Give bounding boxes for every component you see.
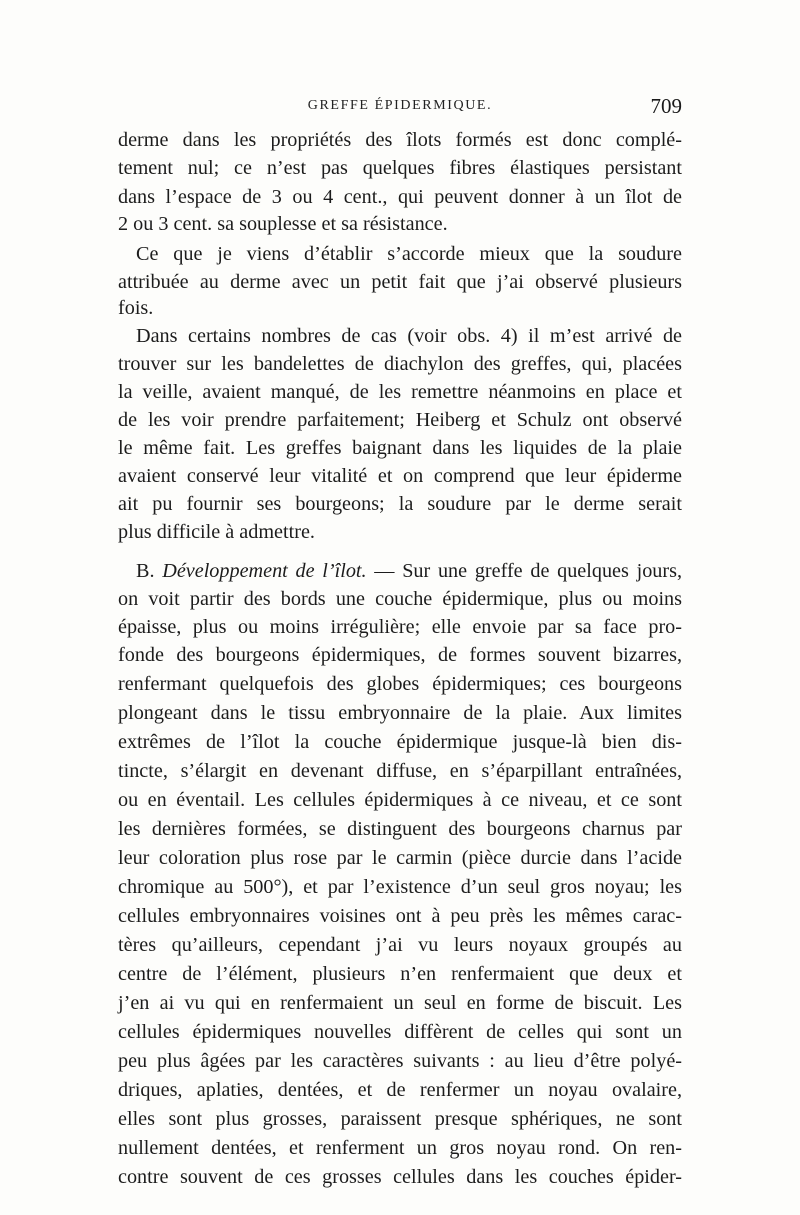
text-line: épaisse, plus ou moins irrégulière; elle envoie par sa face pro- (118, 616, 682, 638)
text-line: peu plus âgées par les caractères suivants : au lieu d’être polyé- (118, 1050, 682, 1072)
text-line: trouver sur les bandelettes de diachylon des greffes, qui, placées (118, 353, 682, 375)
text-line: plongeant dans le tissu embryonnaire de la plaie. Aux limites (118, 702, 682, 724)
text-line: extrêmes de l’îlot la couche épidermique jusque-là bien dis- (118, 731, 682, 753)
section-first-line: — Sur une greffe de quelques jours, (374, 560, 683, 582)
text-line: contre souvent de ces grosses cellules dans les couches épider- (118, 1166, 682, 1188)
text-line: cellules épidermiques nouvelles diffèrent de celles qui sont un (118, 1021, 682, 1043)
text-line: cellules embryonnaires voisines ont à peu près les mêmes carac- (118, 905, 682, 927)
running-title: GREFFE ÉPIDERMIQUE. (307, 98, 493, 113)
text-line: chromique au 500°), et par l’existence d’un seul gros noyau; les (118, 876, 682, 898)
text-line: plus difficile à admettre. (118, 521, 315, 543)
section-label: B. (136, 560, 155, 582)
text-line: tincte, s’élargit en devenant diffuse, en s’éparpillant entraînées, (118, 760, 682, 782)
text-line: les dernières formées, se distinguent des bourgeons charnus par (118, 818, 682, 840)
text-line: Ce que je viens d’établir s’accorde mieux que la soudure (136, 243, 682, 265)
text-line: attribuée au derme avec un petit fait que j’ai observé plusieurs (118, 271, 682, 293)
text-line: fois. (118, 297, 154, 319)
text-line: tères qu’ailleurs, cependant j’ai vu leurs noyaux groupés au (118, 934, 682, 956)
section-title: Développement de l’îlot. (162, 560, 367, 582)
text-line: fonde des bourgeons épidermiques, de formes souvent bizarres, (118, 644, 682, 666)
text-line: elles sont plus grosses, paraissent presque sphériques, ne sont (118, 1108, 682, 1130)
text-line: leur coloration plus rose par le carmin (pièce durcie dans l’acide (118, 847, 682, 869)
page-number: 709 (650, 94, 682, 118)
text-line: on voit partir des bords une couche épidermique, plus ou moins (118, 588, 682, 610)
text-line: driques, aplaties, dentées, et de renfermer un noyau ovalaire, (118, 1079, 682, 1101)
text-line: renfermant quelquefois des globes épidermiques; ces bourgeons (118, 673, 682, 695)
text-line: Dans certains nombres de cas (voir obs. 4) il m’est arrivé de (136, 325, 682, 347)
text-line: ait pu fournir ses bourgeons; la soudure par le derme serait (118, 493, 682, 515)
running-header (118, 94, 682, 118)
section-heading-line (136, 557, 682, 585)
text-line: 2 ou 3 cent. sa souplesse et sa résistance. (118, 213, 448, 235)
text-line: centre de l’élément, plusieurs n’en renfermaient que deux et (118, 963, 682, 985)
text-line: la veille, avaient manqué, de les remettre néanmoins en place et (118, 381, 682, 403)
text-line: le même fait. Les greffes baignant dans les liquides de la plaie (118, 437, 682, 459)
text-line: dans l’espace de 3 ou 4 cent., qui peuvent donner à un îlot de (118, 186, 682, 208)
text-line: ou en éventail. Les cellules épidermiques à ce niveau, et ce sont (118, 789, 682, 811)
text-line: tement nul; ce n’est pas quelques fibres élastiques persistant (118, 157, 682, 179)
text-line: j’en ai vu qui en renfermaient un seul en forme de biscuit. Les (118, 992, 682, 1014)
text-line: derme dans les propriétés des îlots formés est donc complé- (118, 129, 682, 151)
text-line: nullement dentées, et renferment un gros noyau rond. On ren- (118, 1137, 682, 1159)
text-line: de les voir prendre parfaitement; Heiberg et Schulz ont observé (118, 409, 682, 431)
text-line: avaient conservé leur vitalité et on comprend que leur épiderme (118, 465, 682, 487)
